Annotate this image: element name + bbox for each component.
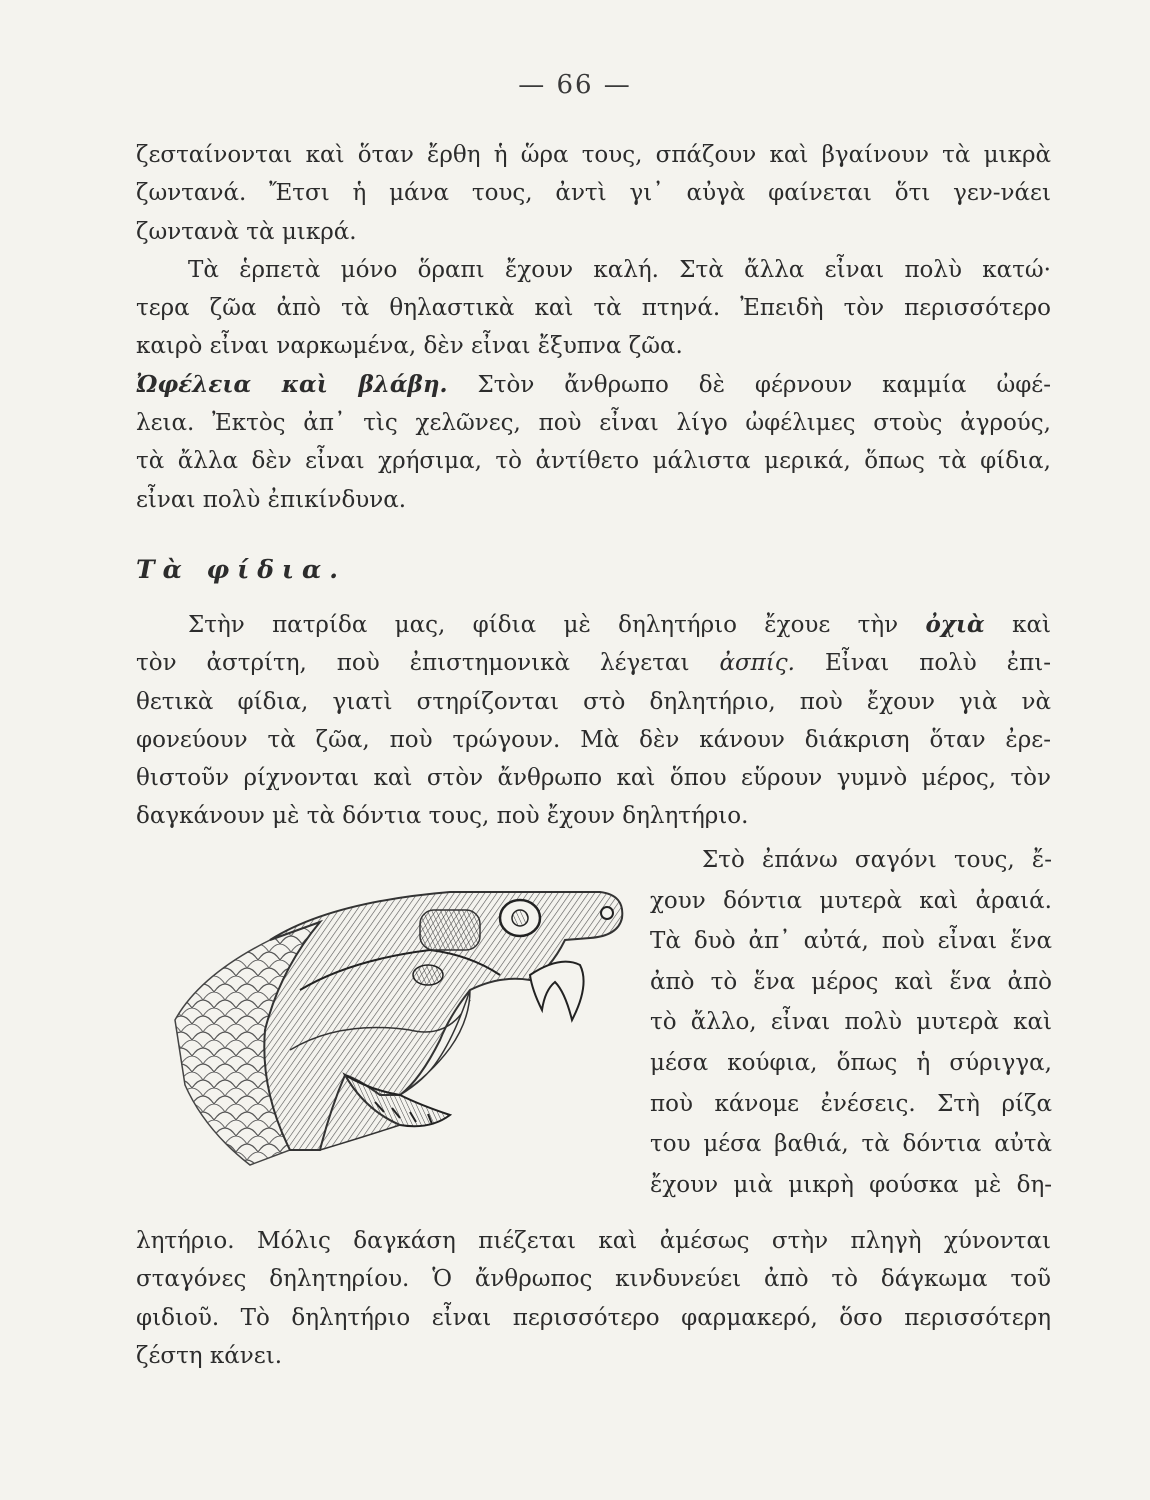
text-line: σταγόνες δηλητηρίου. Ὁ ἄνθρωπος κινδυνεύει ἀπὸ τὸ δάγκωμα τοῦ: [136, 1266, 1051, 1293]
side-text-line: χουν δόντια μυτερὰ καὶ ἀραιά.: [650, 887, 1052, 914]
text-line: ζωντανά. Ἔτσι ἡ μάνα τους, ἀντὶ γι᾽ αὐγὰ φαίνεται ὅτι γεν-νάει: [136, 180, 1051, 207]
term-aspis: ἀσπίς.: [719, 650, 795, 677]
text-line: καιρὸ εἶναι ναρκωμένα, δὲν εἶναι ἔξυπνα ζῶα.: [136, 333, 683, 360]
snakes-line-2: [136, 644, 1051, 682]
snake-head-illustration: [170, 880, 640, 1184]
section-title: Τὰ φίδια.: [136, 555, 346, 584]
side-text-line: του μέσα βαθιά, τὰ δόντια αὐτὰ: [650, 1131, 1052, 1158]
text-line: θιστοῦν ρίχνονται καὶ στὸν ἄνθρωπο καὶ ὅπου εὕρουν γυμνὸ μέρος, τὸν: [136, 765, 1051, 792]
side-text-line: μέσα κούφια, ὅπως ἡ σύριγγα,: [650, 1049, 1052, 1076]
snakes-line-1: [136, 606, 1051, 644]
text-line: φιδιοῦ. Τὸ δηλητήριο εἶναι περισσότερο φαρμακερό, ὅσο περισσότερη: [136, 1304, 1051, 1331]
side-text-line: Στὸ ἐπάνω σαγόνι τους, ἔ-: [702, 847, 1052, 873]
side-text-line: ποὺ κάνομε ἐνέσεις. Στὴ ρίζα: [650, 1090, 1052, 1117]
text-fragment: Στὴν πατρίδα μας, φίδια μὲ δηλητήριο ἔχουε τὴν: [188, 612, 899, 638]
text-line: εἶναι πολὺ ἐπικίνδυνα.: [136, 486, 407, 513]
snakes-paragraph: [136, 606, 1051, 836]
text-line: τὰ ἄλλα δὲν εἶναι χρήσιμα, τὸ ἀντίθετο μάλιστα μερικά, ὅπως τὰ φίδια,: [136, 448, 1051, 475]
text-line: λεια. Ἐκτὸς ἀπ᾽ τὶς χελῶνες, ποὺ εἶναι λίγο ὠφέλιμες στοὺς ἀγρούς,: [136, 410, 1051, 437]
text-line: Στὸν ἄνθρωπο δὲ φέρνουν καμμία ὠφέ-: [477, 371, 1051, 398]
side-text-line: Τὰ δυὸ ἀπ᾽ αὐτά, ποὺ εἶναι ἕνα: [650, 928, 1052, 955]
text-line: ζεσταίνονται καὶ ὅταν ἔρθη ἡ ὥρα τους, σπάζουν καὶ βγαίνουν τὰ μικρὰ: [136, 142, 1051, 168]
text-line: ζωντανὰ τὰ μικρά.: [136, 218, 357, 245]
text-line: θετικὰ φίδια, γιατὶ στηρίζονται στὸ δηλητήριο, ποὺ ἔχουν γιὰ νὰ: [136, 688, 1051, 715]
text-fragment: καὶ: [1012, 612, 1052, 638]
section-title-wrap: [136, 551, 1051, 589]
text-line: φονεύουν τὰ ζῶα, ποὺ τρώγουν. Μὰ δὲν κάνουν διάκριση ὅταν ἐρε-: [136, 726, 1051, 753]
term-ochia: ὀχιὰ: [925, 611, 985, 638]
page-number: — 66 —: [518, 70, 632, 100]
text-line: Τὰ ἑρπετὰ μόνο ὅραπι ἔχουν καλή. Στὰ ἄλλα εἶναι πολὺ κατώ·: [188, 256, 1051, 283]
text-line: τερα ζῶα ἀπὸ τὰ θηλαστικὰ καὶ τὰ πτηνά. Ἐπειδὴ τὸν περισσότερο: [136, 295, 1051, 322]
snake-head-engraving: [170, 880, 640, 1180]
side-text-line: τὸ ἄλλο, εἶναι πολὺ μυτερὰ καὶ: [650, 1009, 1052, 1036]
text-line: δαγκάνουν μὲ τὰ δόντια τους, ποὺ ἔχουν δηλητήριο.: [136, 803, 749, 830]
paragraph-reproduction: [136, 136, 1051, 519]
text-line: λητήριο. Μόλις δαγκάση πιέζεται καὶ ἀμέσως στὴν πληγὴ χύνονται: [136, 1228, 1051, 1254]
benefit-paragraph-first-line: [136, 366, 1051, 404]
text-fragment: τὸν ἀστρίτη, ποὺ ἐπιστημονικὰ λέγεται: [136, 650, 690, 677]
text-fragment: Εἶναι πολὺ ἐπι-: [824, 650, 1052, 677]
side-text-line: ἀπὸ τὸ ἕνα μέρος καὶ ἕνα ἀπὸ: [650, 968, 1052, 995]
benefit-heading: Ὠφέλεια καὶ βλάβη.: [136, 370, 448, 398]
text-line: ζέστη κάνει.: [136, 1342, 283, 1369]
side-text-line: ἔχουν μιὰ μικρὴ φούσκα μὲ δη-: [650, 1171, 1052, 1198]
bottom-paragraph: [136, 1222, 1051, 1375]
side-text-column: [650, 840, 1052, 1205]
